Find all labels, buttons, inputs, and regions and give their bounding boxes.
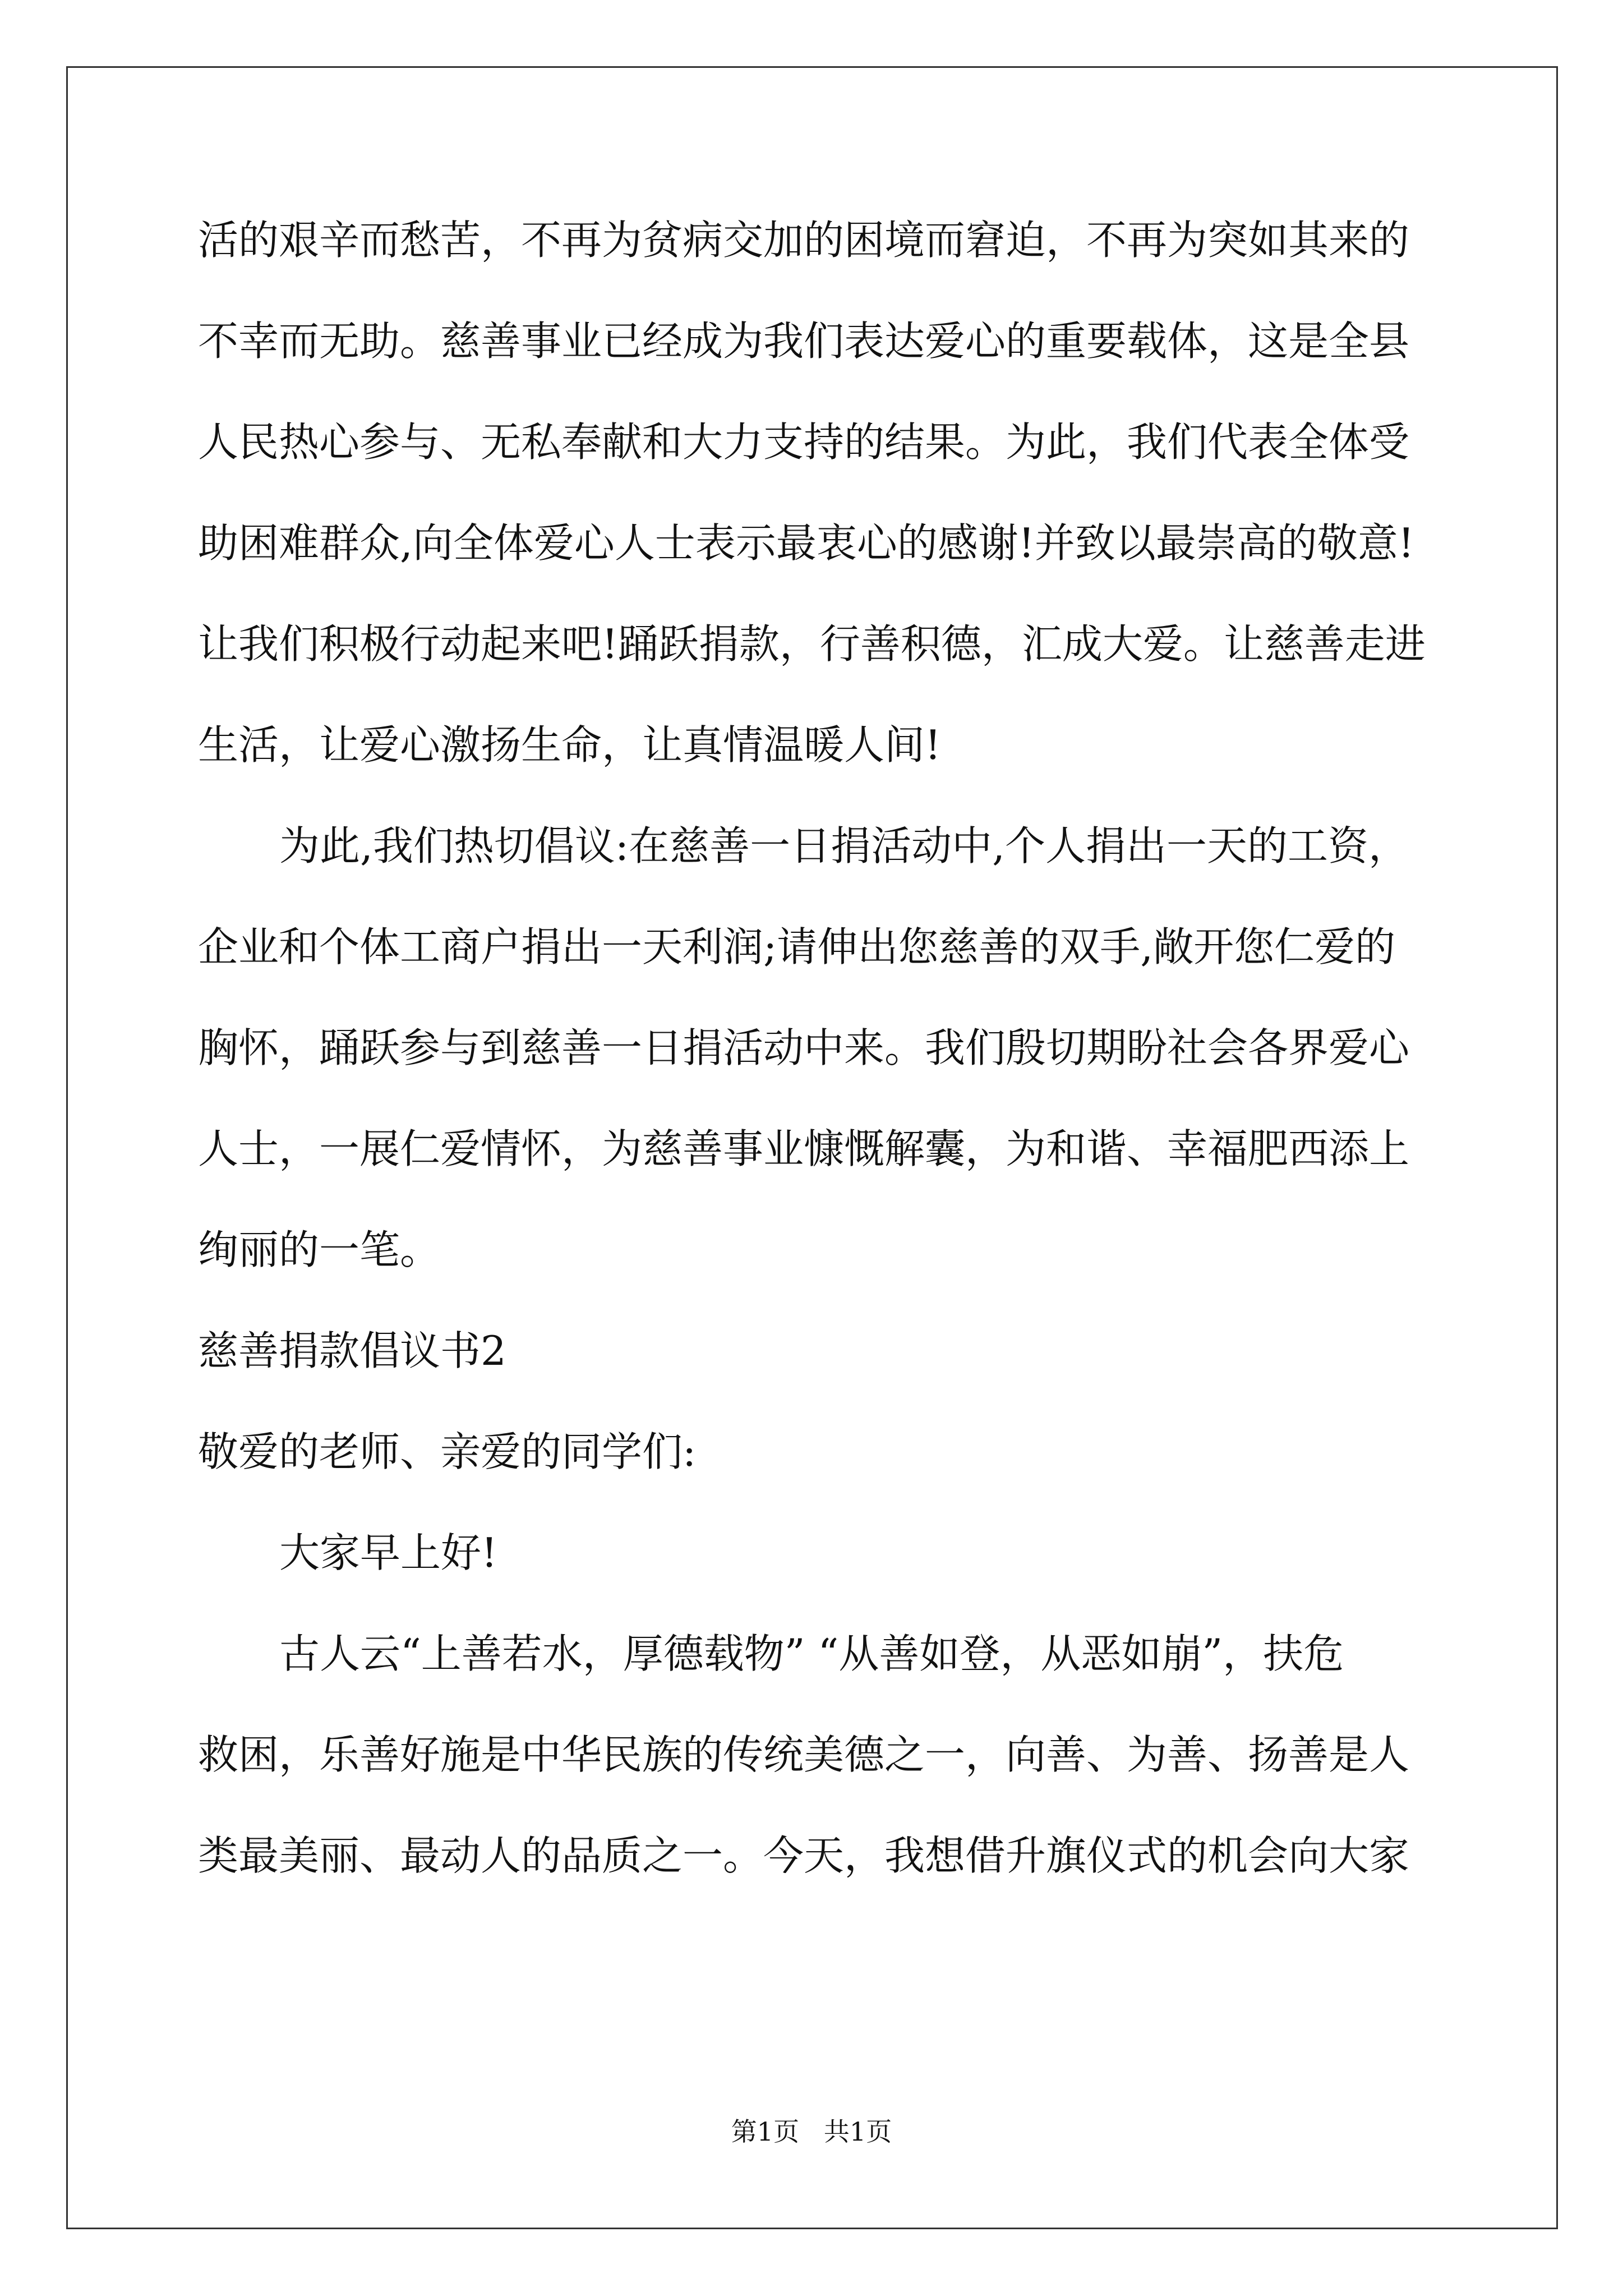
paragraph-first-line: 为此,我们热切倡议:在慈善一日捐活动中,个人捐出一天的工资，	[279, 822, 1409, 869]
text-line: 生活，让爱心激扬生命，让真情温暖人间!	[198, 721, 941, 769]
text-line: 胸怀，踊跃参与到慈善一日捐活动中来。我们殷切期盼社会各界爱心	[198, 1024, 1410, 1071]
text-line: 绚丽的一笔。	[198, 1226, 441, 1273]
text-line: 人士，一展仁爱情怀，为慈善事业慷慨解囊，为和谐、幸福肥西添上	[198, 1125, 1410, 1172]
text-line: 人民热心参与、无私奉献和大力支持的结果。为此，我们代表全体受	[198, 418, 1410, 466]
greeting: 大家早上好!	[279, 1529, 497, 1576]
text-line: 企业和个体工商户捐出一天利润;请伸出您慈善的双手,敞开您仁爱的	[198, 923, 1396, 970]
text-line: 让我们积极行动起来吧!踊跃捐款，行善积德，汇成大爱。让慈善走进	[198, 620, 1426, 668]
text-line: 类最美丽、最动人的品质之一。今天，我想借升旗仪式的机会向大家	[198, 1832, 1410, 1879]
text-line: 救困，乐善好施是中华民族的传统美德之一，向善、为善、扬善是人	[198, 1731, 1410, 1778]
text-line: 不幸而无助。慈善事业已经成为我们表达爱心的重要载体，这是全县	[198, 318, 1410, 365]
text-line: 活的艰辛而愁苦，不再为贫病交加的困境而窘迫，不再为突如其来的	[198, 217, 1410, 264]
text-line: 助困难群众,向全体爱心人士表示最衷心的感谢!并致以最崇高的敬意!	[198, 519, 1414, 567]
section-title: 慈善捐款倡议书2	[198, 1327, 506, 1374]
page-number-footer: 第1页 共1页	[731, 2116, 892, 2147]
salutation: 敬爱的老师、亲爱的同学们:	[198, 1428, 697, 1475]
paragraph-first-line: 古人云“上善若水，厚德载物” “从善如登，从恶如崩”，扶危	[279, 1630, 1344, 1677]
